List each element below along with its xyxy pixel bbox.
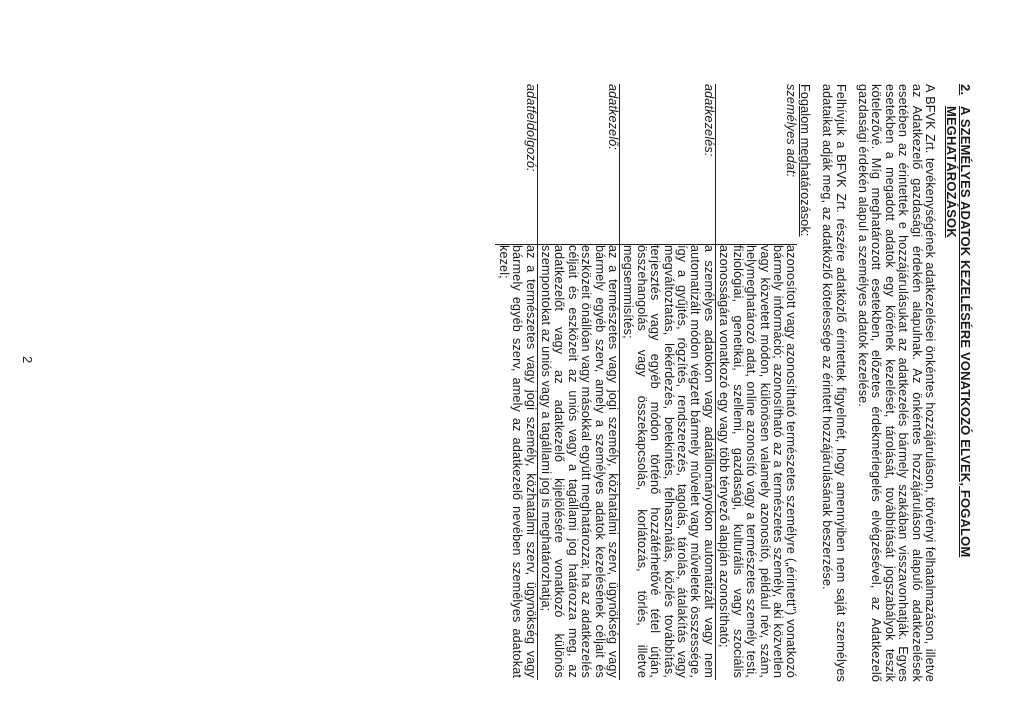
definitions-title: Fogalom meghatározások: [797, 84, 812, 237]
definition-text: a személyes adatokon vagy adatállományokon automatizált vagy nem automatizált módon végzett bármely művelet vagy műveletek összessége, így a gyűjtés, rögzítés, rendszerezés, tagolás, tárolás, átalakítás vagy megváltoztatás, lekérdezés, betekintés, felhasználás, közlés továbbítás, terjesztés vagy egyéb módon történő hozzáférhetővé tétel útján, összehangolás vagy összekapcsolás, korlátozás, törlés, illetve megsemmisítés; [621, 245, 716, 678]
definition-text: az a természetes vagy jogi személy, közhatalmi szerv, ügynökség vagy bármely egyéb szerv, amely az adatkezelő nevében személyes adatokat kezel; [496, 245, 538, 678]
notice-paragraph: Felhívjuk a BFVK Zrt. részére adatközlő érintettek figyelmét, hogy amennyiben nem saját személyes adataikat adják meg, az adatközlő kötelessége az érintett hozzájárulásának beszerzése. [820, 84, 848, 682]
definition-term: adatfeldolgozó: [495, 84, 537, 245]
page-number: 2 [20, 356, 35, 364]
definition-row [495, 84, 537, 680]
definition-term: adatkezelés: [620, 84, 716, 245]
section-heading [944, 84, 972, 682]
definition-row [620, 84, 716, 680]
definition-text: azonosított vagy azonosítható természetes személyre („érintett") vonatkozó bármely információ; azonosítható az a természetes személy, aki közvetlen vagy közvetett módon, különösen valamely azonosító, például név, szám, helymeghatározó adat, online azonosító vagy a természetes személy testi, fiziológiai, genetikai, szellemi, gazdasági, kulturális vagy szociális azonosságára vonatkozó egy vagy több tényező alapján azonosítható; [717, 245, 799, 678]
intro-paragraph: A BFVK Zrt. tevékenységének adatkezelései önkéntes hozzájáruláson, törvényi felhatalmazáson, illetve az Adatkezelő gazdasági érdekén alapulnak. Az önkéntes hozzájáruláson alapuló adatkezelések esetében az érintettek e hozzájárulásukat az adatkezelés bármely szakában visszavonhatják. Egyes esetekben a megadott adatok egy körének kezelését, tárolását, továbbítását jogszabályok teszik kötelezővé. Míg meghatározott esetekben, előzetes érdekmérlegelés elvégzésével, az Adatkezelő gazdasági érdekén alapul a személyes adatok kezelése. [855, 84, 937, 682]
definition-text: az a természetes vagy jogi személy, közhatalmi szerv, ügynökség vagy bármely egyéb szerv, amely a személyes adatok kezelésének céljait és eszközeit önállóan vagy másokkal együtt meghatározza; ha az adatkezelés céljait és eszközeit az uniós vagy a tagállami jog határozza meg, az adatkezelőt vagy az adatkezelő kijelölésére vonatkozó különös szempontokat az uniós vagy a tagállami jog is meghatározhatja; [539, 245, 621, 678]
section-number: 2. [958, 84, 973, 96]
definition-row [715, 84, 797, 680]
section-title: A SZEMÉLYES ADATOK KEZELÉSÉRE VONATKOZÓ ELVEK, FOGALOM MEGHATÁROZÁSOK [944, 106, 973, 558]
definitions-table [495, 84, 797, 680]
definition-term: adatkezelő: [537, 84, 619, 245]
definition-row [537, 84, 619, 680]
definition-term: személyes adat: [715, 84, 797, 245]
